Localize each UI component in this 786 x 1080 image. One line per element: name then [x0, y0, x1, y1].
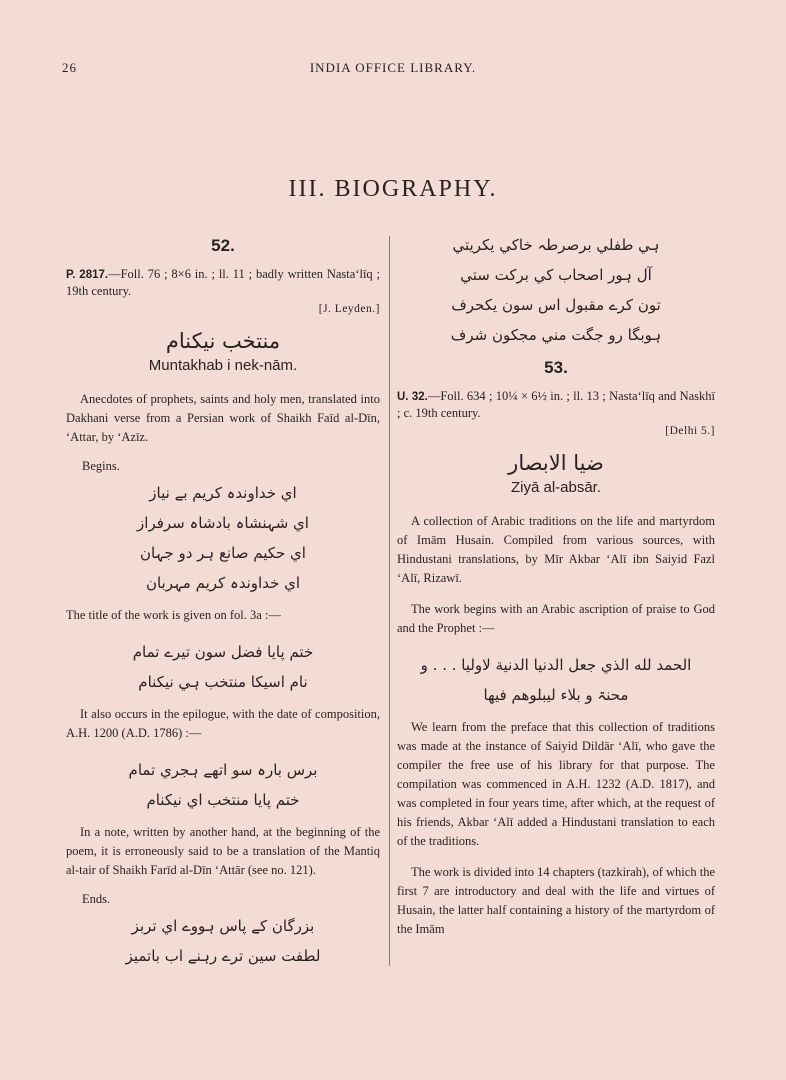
title-note: The title of the work is given on fol. 3a :— — [66, 608, 281, 622]
verse-line: آل ہور اصحاب کي برکت ستي — [460, 266, 652, 284]
verse-line: ہي طفلي برصرطہ خاکي یکریتي — [452, 236, 660, 254]
note-paragraph: In a note, written by another hand, at the beginning of the poem, it is erroneously said to be a translation of the Mantiq al-tair of Shaikh Farīd al-Dīn ‘Attār (see no. 121). — [66, 825, 380, 877]
catalog-line — [397, 388, 715, 421]
running-head — [62, 60, 724, 80]
verse-line: اي خداوندہ کریم بے نیاز — [149, 484, 297, 502]
epilogue-note: It also occurs in the epilogue, with the date of composition, A.H. 1200 (A.D. 1786) :— — [66, 707, 380, 740]
catalog-description: —Foll. 76 ; 8×6 in. ; ll. 11 ; badly written Nasta‘līq ; 19th century. — [66, 267, 380, 298]
ends-verses — [66, 911, 380, 971]
left-column — [66, 230, 380, 979]
verse-line: برس بارہ سو اتھے ہجري تمام — [128, 761, 318, 779]
verse-line: لطفت سين ترے رہنے اب باتمیز — [125, 947, 321, 965]
preface-paragraph: We learn from the preface that this collection of traditions was made at the instance of Saiyid Dildār ‘Alī, who gave the compiler the free use of his library for that purpose. The compilation was commenced in A.H. 1232 (A.D. 1817), and was completed in four years time, after which, at the request of his friends, Akbar ‘Alī added a Hindustani translation to each of the traditions. — [397, 720, 715, 848]
right-column — [397, 230, 715, 951]
entry-number-52: 52. — [211, 236, 235, 255]
catalog-id: U. 32. — [397, 391, 428, 403]
title-verses — [66, 637, 380, 697]
description-paragraph: A collection of Arabic traditions on the life and martyrdom of Imām Husain. Compiled from various sources, with Hindustani translations, by Mīr Akbar ‘Alī ibn Saiyid Fazl ‘Alī, Rizawī. — [397, 514, 715, 585]
roman-title: Muntakhab i nek-nām. — [148, 357, 298, 374]
ascription-verses — [397, 650, 715, 710]
running-title: INDIA OFFICE LIBRARY. — [309, 60, 477, 75]
catalog-line — [66, 266, 380, 299]
arabic-title: ضيا الابصار — [508, 451, 604, 475]
catalog-description: —Foll. 634 ; 10¼ × 6½ in. ; ll. 13 ; Nasta‘līq and Naskhī ; c. 19th century. — [397, 389, 715, 420]
verse-line: ختم پایا منتخب اي نیکنام — [146, 791, 300, 809]
verse-line: بزرگان کے پاس ہووے اي تربز — [131, 917, 315, 935]
epilogue-verses — [66, 755, 380, 815]
verse-line: ختم پایا فضل سون تیرے تمام — [132, 643, 314, 661]
verse-line: نام اسیکا منتخب ہي نیکنام — [138, 673, 308, 691]
description-paragraph: Anecdotes of prophets, saints and holy men, translated into Dakhani verse from a Persian work of Shaikh Faīd al-Dīn, ‘Attar, by ‘Azīz. — [66, 392, 380, 444]
verse-line: اي حکیم صانع ہر دو جہان — [140, 544, 306, 562]
source-attribution: [J. Leyden.] — [318, 303, 380, 315]
entry-number-53: 53. — [544, 358, 568, 377]
ends-label: Ends. — [82, 892, 111, 906]
source-attribution: [Delhi 5.] — [665, 425, 715, 437]
top-verses — [397, 230, 715, 350]
verse-line: اي شہنشاہ بادشاہ سرفراز — [137, 514, 309, 532]
column-divider — [389, 236, 390, 966]
begins-label: Begins. — [82, 459, 120, 473]
begins-verses — [66, 478, 380, 598]
verse-line: اي خداوندہ کریم مہربان — [145, 574, 301, 592]
chapters-paragraph: The work is divided into 14 chapters (tazkirah), of which the first 7 are introductory and deal with the life and virtues of Husain, the latter half containing a history of the martyrdom of the Imām — [397, 865, 715, 936]
verse-line: ہوبگا رو جگت مني مجکون شرف — [450, 326, 662, 344]
page-number: 26 — [62, 60, 77, 75]
ascription-intro: The work begins with an Arabic ascription of praise to God and the Prophet :— — [397, 602, 715, 635]
arabic-title: منتخب نیکنام — [165, 329, 281, 353]
roman-title: Ziyā al-absār. — [510, 479, 602, 496]
verse-line: تون کرے مقبول اس سون یکحرف — [451, 296, 661, 314]
verse-line: الحمد لله الذي جعل الدنيا الدنية لاوليا . . . و — [420, 656, 692, 674]
verse-line: محنۃ و بلاء ليبلوهم فيها — [483, 686, 629, 704]
catalog-id: P. 2817. — [66, 269, 109, 281]
section-title: III. BIOGRAPHY. — [288, 176, 498, 202]
